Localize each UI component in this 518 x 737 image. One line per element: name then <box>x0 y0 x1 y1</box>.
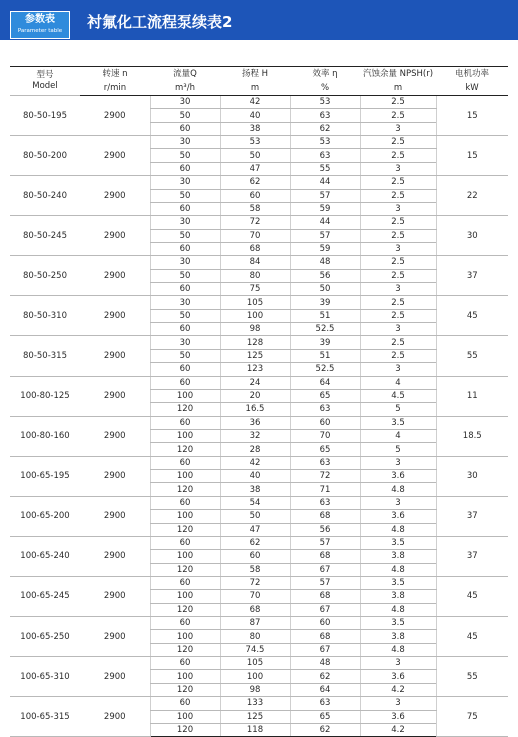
cell-head: 62 <box>220 176 290 189</box>
cell-head: 42 <box>220 96 290 109</box>
cell-head: 32 <box>220 429 290 442</box>
table-row <box>10 657 508 670</box>
unit-efficiency: % <box>290 81 360 96</box>
cell-model: 80-50-245 <box>10 216 80 256</box>
cell-head: 20 <box>220 389 290 402</box>
cell-head: 70 <box>220 229 290 242</box>
cell-efficiency: 62 <box>290 723 360 736</box>
cell-speed: 2900 <box>80 617 150 657</box>
table-row <box>10 136 508 149</box>
cell-npsh: 4.8 <box>360 483 436 496</box>
cell-head: 98 <box>220 683 290 696</box>
unit-speed: r/min <box>80 81 150 96</box>
cell-head: 98 <box>220 323 290 336</box>
cell-head: 40 <box>220 109 290 122</box>
unit-flow: m³/h <box>150 81 220 96</box>
cell-efficiency: 55 <box>290 162 360 175</box>
table-row <box>10 296 508 309</box>
cell-efficiency: 59 <box>290 202 360 215</box>
cell-power: 75 <box>436 697 508 737</box>
cell-npsh: 3.5 <box>360 576 436 589</box>
cell-head: 100 <box>220 670 290 683</box>
cell-flow: 100 <box>150 590 220 603</box>
column-header-flow: 流量Q <box>150 67 220 82</box>
cell-flow: 50 <box>150 309 220 322</box>
cell-npsh: 3.8 <box>360 630 436 643</box>
cell-head: 42 <box>220 456 290 469</box>
table-row <box>10 496 508 509</box>
cell-efficiency: 70 <box>290 429 360 442</box>
cell-npsh: 3 <box>360 363 436 376</box>
cell-npsh: 4.5 <box>360 389 436 402</box>
cell-head: 47 <box>220 162 290 175</box>
cell-head: 84 <box>220 256 290 269</box>
cell-model: 80-50-315 <box>10 336 80 376</box>
cell-flow: 60 <box>150 617 220 630</box>
table-row <box>10 216 508 229</box>
cell-flow: 120 <box>150 563 220 576</box>
cell-npsh: 2.5 <box>360 256 436 269</box>
unit-power: kW <box>436 81 508 96</box>
cell-flow: 60 <box>150 536 220 549</box>
cell-efficiency: 52.5 <box>290 363 360 376</box>
column-header-speed: 转速 n <box>80 67 150 82</box>
cell-efficiency: 67 <box>290 643 360 656</box>
cell-speed: 2900 <box>80 416 150 456</box>
cell-speed: 2900 <box>80 657 150 697</box>
cell-efficiency: 63 <box>290 109 360 122</box>
cell-head: 16.5 <box>220 403 290 416</box>
column-header-model-label: 型号 <box>36 70 54 80</box>
cell-head: 105 <box>220 296 290 309</box>
cell-npsh: 4.2 <box>360 683 436 696</box>
cell-flow: 30 <box>150 296 220 309</box>
unit-head: m <box>220 81 290 96</box>
cell-power: 15 <box>436 96 508 136</box>
cell-npsh: 3.5 <box>360 416 436 429</box>
cell-npsh: 2.5 <box>360 216 436 229</box>
cell-power: 45 <box>436 296 508 336</box>
cell-head: 100 <box>220 309 290 322</box>
cell-efficiency: 67 <box>290 603 360 616</box>
cell-npsh: 5 <box>360 443 436 456</box>
table-row <box>10 456 508 469</box>
cell-power: 15 <box>436 136 508 176</box>
table-row <box>10 536 508 549</box>
badge-title: 参数表 <box>25 14 55 25</box>
cell-flow: 60 <box>150 576 220 589</box>
cell-flow: 60 <box>150 242 220 255</box>
column-header-efficiency: 效率 η <box>290 67 360 82</box>
cell-head: 58 <box>220 202 290 215</box>
cell-npsh: 2.5 <box>360 149 436 162</box>
cell-flow: 50 <box>150 109 220 122</box>
cell-flow: 50 <box>150 269 220 282</box>
cell-npsh: 4 <box>360 376 436 389</box>
cell-npsh: 2.5 <box>360 109 436 122</box>
cell-npsh: 5 <box>360 403 436 416</box>
cell-npsh: 3 <box>360 202 436 215</box>
table-row <box>10 576 508 589</box>
cell-efficiency: 60 <box>290 617 360 630</box>
cell-power: 11 <box>436 376 508 416</box>
cell-flow: 120 <box>150 483 220 496</box>
cell-npsh: 2.5 <box>360 336 436 349</box>
page-title: 衬氟化工流程泵续表2 <box>87 13 233 31</box>
cell-flow: 100 <box>150 670 220 683</box>
column-header-head: 扬程 H <box>220 67 290 82</box>
column-header-npsh: 汽蚀余量 NPSH(r) <box>360 67 436 82</box>
cell-head: 68 <box>220 242 290 255</box>
cell-efficiency: 63 <box>290 403 360 416</box>
cell-head: 123 <box>220 363 290 376</box>
cell-head: 72 <box>220 216 290 229</box>
cell-npsh: 2.5 <box>360 96 436 109</box>
cell-model: 100-65-195 <box>10 456 80 496</box>
cell-efficiency: 65 <box>290 389 360 402</box>
cell-flow: 100 <box>150 429 220 442</box>
cell-speed: 2900 <box>80 576 150 616</box>
cell-head: 125 <box>220 710 290 723</box>
cell-npsh: 3.5 <box>360 536 436 549</box>
cell-speed: 2900 <box>80 96 150 136</box>
cell-flow: 60 <box>150 162 220 175</box>
cell-flow: 100 <box>150 389 220 402</box>
cell-efficiency: 51 <box>290 349 360 362</box>
cell-flow: 50 <box>150 229 220 242</box>
cell-efficiency: 53 <box>290 136 360 149</box>
cell-power: 18.5 <box>436 416 508 456</box>
table-row <box>10 176 508 189</box>
cell-head: 54 <box>220 496 290 509</box>
cell-speed: 2900 <box>80 216 150 256</box>
cell-efficiency: 48 <box>290 256 360 269</box>
cell-model: 80-50-250 <box>10 256 80 296</box>
cell-flow: 60 <box>150 416 220 429</box>
cell-flow: 60 <box>150 496 220 509</box>
cell-efficiency: 52.5 <box>290 323 360 336</box>
cell-model: 80-50-240 <box>10 176 80 216</box>
cell-speed: 2900 <box>80 376 150 416</box>
cell-head: 133 <box>220 697 290 710</box>
cell-speed: 2900 <box>80 697 150 737</box>
cell-head: 50 <box>220 149 290 162</box>
cell-flow: 30 <box>150 216 220 229</box>
cell-speed: 2900 <box>80 536 150 576</box>
cell-model: 100-65-200 <box>10 496 80 536</box>
cell-efficiency: 65 <box>290 710 360 723</box>
parameter-table <box>10 66 508 737</box>
cell-npsh: 2.5 <box>360 296 436 309</box>
cell-npsh: 2.5 <box>360 309 436 322</box>
cell-npsh: 3 <box>360 122 436 135</box>
cell-npsh: 3.5 <box>360 617 436 630</box>
cell-head: 24 <box>220 376 290 389</box>
cell-npsh: 3 <box>360 496 436 509</box>
cell-model: 80-50-195 <box>10 96 80 136</box>
cell-efficiency: 50 <box>290 283 360 296</box>
cell-speed: 2900 <box>80 456 150 496</box>
cell-head: 70 <box>220 590 290 603</box>
cell-head: 62 <box>220 536 290 549</box>
cell-head: 68 <box>220 603 290 616</box>
cell-efficiency: 64 <box>290 683 360 696</box>
cell-efficiency: 59 <box>290 242 360 255</box>
cell-efficiency: 63 <box>290 456 360 469</box>
cell-efficiency: 63 <box>290 697 360 710</box>
table-row <box>10 697 508 710</box>
cell-efficiency: 64 <box>290 376 360 389</box>
cell-efficiency: 39 <box>290 296 360 309</box>
cell-flow: 100 <box>150 510 220 523</box>
cell-power: 22 <box>436 176 508 216</box>
cell-power: 37 <box>436 256 508 296</box>
cell-flow: 120 <box>150 443 220 456</box>
cell-flow: 30 <box>150 256 220 269</box>
cell-efficiency: 67 <box>290 563 360 576</box>
cell-npsh: 3 <box>360 657 436 670</box>
cell-efficiency: 63 <box>290 149 360 162</box>
column-header-power: 电机功率 <box>436 67 508 82</box>
cell-efficiency: 56 <box>290 269 360 282</box>
cell-efficiency: 72 <box>290 470 360 483</box>
badge-subtitle: Parameter table <box>17 28 63 34</box>
cell-flow: 60 <box>150 697 220 710</box>
cell-flow: 50 <box>150 189 220 202</box>
table-row <box>10 416 508 429</box>
cell-head: 87 <box>220 617 290 630</box>
table-row <box>10 256 508 269</box>
cell-flow: 100 <box>150 550 220 563</box>
cell-npsh: 4.8 <box>360 643 436 656</box>
cell-power: 30 <box>436 216 508 256</box>
cell-flow: 60 <box>150 283 220 296</box>
cell-efficiency: 57 <box>290 536 360 549</box>
parameter-badge <box>11 12 69 38</box>
table-row <box>10 376 508 389</box>
cell-npsh: 3 <box>360 456 436 469</box>
cell-efficiency: 39 <box>290 336 360 349</box>
cell-flow: 30 <box>150 96 220 109</box>
cell-flow: 50 <box>150 349 220 362</box>
cell-npsh: 2.5 <box>360 229 436 242</box>
cell-speed: 2900 <box>80 296 150 336</box>
cell-flow: 60 <box>150 376 220 389</box>
cell-head: 53 <box>220 136 290 149</box>
cell-flow: 60 <box>150 202 220 215</box>
cell-efficiency: 62 <box>290 670 360 683</box>
table-body <box>10 96 508 737</box>
cell-flow: 60 <box>150 122 220 135</box>
cell-flow: 100 <box>150 630 220 643</box>
cell-flow: 60 <box>150 456 220 469</box>
cell-efficiency: 57 <box>290 189 360 202</box>
cell-head: 80 <box>220 630 290 643</box>
cell-flow: 120 <box>150 523 220 536</box>
cell-efficiency: 62 <box>290 122 360 135</box>
cell-model: 100-65-315 <box>10 697 80 737</box>
cell-head: 38 <box>220 122 290 135</box>
cell-flow: 120 <box>150 643 220 656</box>
cell-model: 100-80-160 <box>10 416 80 456</box>
cell-flow: 60 <box>150 323 220 336</box>
cell-efficiency: 63 <box>290 496 360 509</box>
parameter-table-container <box>10 66 508 737</box>
cell-head: 58 <box>220 563 290 576</box>
cell-head: 72 <box>220 576 290 589</box>
cell-speed: 2900 <box>80 496 150 536</box>
cell-npsh: 2.5 <box>360 189 436 202</box>
cell-npsh: 3 <box>360 162 436 175</box>
cell-npsh: 3 <box>360 323 436 336</box>
cell-npsh: 3.8 <box>360 590 436 603</box>
column-header-model <box>10 67 80 96</box>
cell-efficiency: 60 <box>290 416 360 429</box>
cell-model: 100-80-125 <box>10 376 80 416</box>
cell-head: 74.5 <box>220 643 290 656</box>
cell-power: 37 <box>436 536 508 576</box>
cell-power: 55 <box>436 657 508 697</box>
cell-head: 50 <box>220 510 290 523</box>
cell-efficiency: 68 <box>290 630 360 643</box>
cell-flow: 60 <box>150 657 220 670</box>
cell-npsh: 2.5 <box>360 269 436 282</box>
cell-model: 100-65-310 <box>10 657 80 697</box>
cell-efficiency: 56 <box>290 523 360 536</box>
cell-head: 36 <box>220 416 290 429</box>
cell-speed: 2900 <box>80 176 150 216</box>
cell-npsh: 4.8 <box>360 603 436 616</box>
cell-head: 47 <box>220 523 290 536</box>
header-bar <box>0 0 518 40</box>
cell-npsh: 3 <box>360 242 436 255</box>
cell-npsh: 4 <box>360 429 436 442</box>
cell-npsh: 4.8 <box>360 523 436 536</box>
cell-head: 38 <box>220 483 290 496</box>
cell-flow: 50 <box>150 149 220 162</box>
cell-efficiency: 65 <box>290 443 360 456</box>
cell-model: 80-50-200 <box>10 136 80 176</box>
cell-efficiency: 57 <box>290 576 360 589</box>
cell-flow: 30 <box>150 176 220 189</box>
cell-flow: 100 <box>150 710 220 723</box>
cell-head: 60 <box>220 189 290 202</box>
cell-efficiency: 68 <box>290 550 360 563</box>
cell-power: 55 <box>436 336 508 376</box>
cell-model: 80-50-310 <box>10 296 80 336</box>
cell-head: 105 <box>220 657 290 670</box>
cell-npsh: 3.8 <box>360 550 436 563</box>
cell-flow: 30 <box>150 136 220 149</box>
cell-flow: 120 <box>150 683 220 696</box>
cell-speed: 2900 <box>80 136 150 176</box>
cell-npsh: 3.6 <box>360 670 436 683</box>
cell-efficiency: 68 <box>290 590 360 603</box>
cell-efficiency: 57 <box>290 229 360 242</box>
cell-model: 100-65-245 <box>10 576 80 616</box>
table-row <box>10 336 508 349</box>
cell-efficiency: 44 <box>290 176 360 189</box>
table-row <box>10 96 508 109</box>
cell-flow: 120 <box>150 603 220 616</box>
cell-head: 80 <box>220 269 290 282</box>
cell-flow: 100 <box>150 470 220 483</box>
cell-head: 118 <box>220 723 290 736</box>
table-row <box>10 617 508 630</box>
cell-efficiency: 71 <box>290 483 360 496</box>
cell-flow: 30 <box>150 336 220 349</box>
cell-head: 60 <box>220 550 290 563</box>
cell-npsh: 4.8 <box>360 563 436 576</box>
cell-head: 125 <box>220 349 290 362</box>
cell-flow: 120 <box>150 403 220 416</box>
cell-npsh: 2.5 <box>360 176 436 189</box>
cell-npsh: 2.5 <box>360 349 436 362</box>
cell-npsh: 4.2 <box>360 723 436 736</box>
cell-power: 45 <box>436 576 508 616</box>
cell-power: 45 <box>436 617 508 657</box>
cell-npsh: 3.6 <box>360 470 436 483</box>
cell-npsh: 3.6 <box>360 510 436 523</box>
cell-npsh: 3 <box>360 697 436 710</box>
cell-efficiency: 48 <box>290 657 360 670</box>
cell-speed: 2900 <box>80 336 150 376</box>
cell-efficiency: 53 <box>290 96 360 109</box>
cell-head: 128 <box>220 336 290 349</box>
cell-model: 100-65-240 <box>10 536 80 576</box>
cell-speed: 2900 <box>80 256 150 296</box>
column-header-model-sub: Model <box>32 81 58 91</box>
cell-head: 28 <box>220 443 290 456</box>
cell-npsh: 3 <box>360 283 436 296</box>
cell-model: 100-65-250 <box>10 617 80 657</box>
cell-flow: 120 <box>150 723 220 736</box>
cell-power: 30 <box>436 456 508 496</box>
unit-npsh: m <box>360 81 436 96</box>
cell-npsh: 3.6 <box>360 710 436 723</box>
cell-npsh: 2.5 <box>360 136 436 149</box>
cell-efficiency: 68 <box>290 510 360 523</box>
cell-efficiency: 44 <box>290 216 360 229</box>
cell-head: 75 <box>220 283 290 296</box>
cell-head: 40 <box>220 470 290 483</box>
cell-efficiency: 51 <box>290 309 360 322</box>
cell-flow: 60 <box>150 363 220 376</box>
cell-power: 37 <box>436 496 508 536</box>
